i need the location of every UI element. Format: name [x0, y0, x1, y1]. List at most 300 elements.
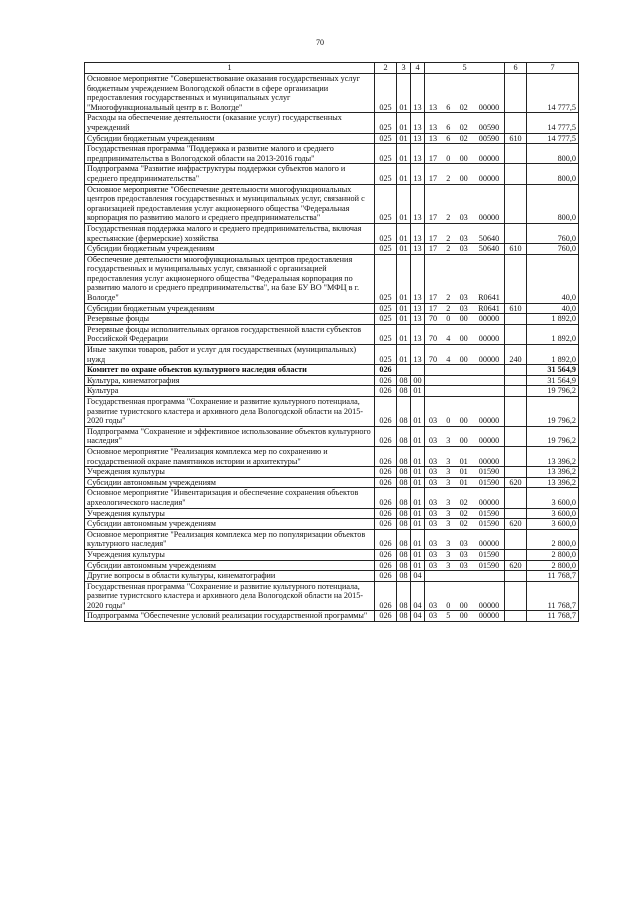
row-csr-part: 03	[459, 233, 468, 243]
row-csr-part: 03	[428, 508, 438, 518]
row-csr-part: 0	[446, 416, 451, 426]
row-csr-part: 3	[446, 508, 451, 518]
table-row	[85, 314, 579, 325]
header-row	[85, 63, 579, 74]
row-rz: 08	[397, 426, 411, 446]
row-name: Подпрограмма "Обеспечение условий реализации государственной программы"	[85, 611, 375, 622]
header-cell: 6	[505, 63, 527, 74]
row-csr-part: 17	[428, 153, 438, 163]
row-name: Государственная программа "Поддержка и развитие малого и среднего предпринимательства в Вологодской области на 2013-2016 годы"	[85, 144, 375, 164]
row-csr-part: 17	[428, 213, 438, 223]
row-gr: 026	[375, 426, 397, 446]
row-name: Субсидии автономным учреждениям	[85, 477, 375, 488]
row-csr-part: 03	[459, 539, 468, 549]
row-sum: 760,0	[527, 244, 579, 255]
row-sum: 40,0	[527, 254, 579, 303]
row-name: Основное мероприятие "Реализация комплекса мер по сохранению и государственной охране памятников истории и архитектуры"	[85, 446, 375, 466]
budget-table-body	[85, 74, 579, 622]
row-csr-part: 01	[459, 456, 468, 466]
row-csr-part: 00	[459, 436, 468, 446]
row-csr-part: 03	[459, 293, 468, 303]
row-sum: 760,0	[527, 223, 579, 243]
row-rz: 08	[397, 611, 411, 622]
row-gr: 026	[375, 519, 397, 530]
row-vr	[505, 223, 527, 243]
row-sum: 40,0	[527, 303, 579, 314]
row-gr: 025	[375, 184, 397, 223]
row-name: Субсидии бюджетным учреждениям	[85, 303, 375, 314]
table-row	[85, 184, 579, 223]
row-csr-part: 3	[446, 549, 451, 559]
row-sum: 800,0	[527, 144, 579, 164]
row-pr: 13	[411, 314, 425, 325]
row-sum: 2 800,0	[527, 529, 579, 549]
row-csr-part: 4	[446, 354, 451, 364]
row-csr	[425, 184, 505, 223]
row-name: Учреждения культуры	[85, 508, 375, 519]
row-rz	[397, 365, 411, 376]
row-pr: 01	[411, 477, 425, 488]
row-vr: 610	[505, 244, 527, 255]
row-sum: 800,0	[527, 164, 579, 184]
row-pr: 01	[411, 529, 425, 549]
row-pr: 01	[411, 549, 425, 560]
row-pr	[411, 365, 425, 376]
row-csr-part: 3	[446, 539, 451, 549]
row-csr	[425, 133, 505, 144]
row-gr: 026	[375, 488, 397, 508]
row-vr: 620	[505, 560, 527, 571]
row-csr-part: R0641	[478, 303, 500, 313]
row-csr-part: 00	[459, 354, 468, 364]
row-csr	[425, 488, 505, 508]
row-csr	[425, 223, 505, 243]
table-row	[85, 426, 579, 446]
row-csr-part: 02	[459, 102, 468, 112]
row-name: Основное мероприятие "Совершенствование оказания государственных услуг бюджетным учреждением Вологодской области в сфере организации предоставления государственных и муниципальных услуг "Многофункциональный центр в г. Вологде"	[85, 74, 375, 113]
row-csr	[425, 571, 505, 582]
row-name: Субсидии автономным учреждениям	[85, 560, 375, 571]
row-csr-part: 03	[428, 477, 438, 487]
table-row	[85, 133, 579, 144]
row-vr	[505, 324, 527, 344]
row-pr: 01	[411, 446, 425, 466]
row-sum: 31 564,9	[527, 365, 579, 376]
row-pr: 01	[411, 467, 425, 478]
row-rz: 01	[397, 184, 411, 223]
row-csr-part: 3	[446, 560, 451, 570]
row-csr-part: 17	[428, 303, 438, 313]
row-gr: 026	[375, 467, 397, 478]
row-csr-part: 2	[446, 293, 451, 303]
table-row	[85, 324, 579, 344]
row-csr-part: 01590	[478, 467, 500, 477]
row-csr-part: 3	[446, 497, 451, 507]
row-rz: 08	[397, 549, 411, 560]
row-csr-part: 2	[446, 173, 451, 183]
row-pr: 01	[411, 426, 425, 446]
header-cell: 3	[397, 63, 411, 74]
row-csr	[425, 426, 505, 446]
row-csr-part: 17	[428, 233, 438, 243]
row-csr-part: 01590	[478, 508, 500, 518]
header-cell: 4	[411, 63, 425, 74]
header-cell: 5	[425, 63, 505, 74]
row-csr	[425, 303, 505, 314]
row-sum: 11 768,7	[527, 611, 579, 622]
row-csr-part: 00	[459, 314, 468, 324]
row-csr-part: 00	[459, 153, 468, 163]
row-pr: 01	[411, 386, 425, 397]
row-csr-part: 13	[428, 133, 438, 143]
table-row	[85, 488, 579, 508]
row-vr	[505, 529, 527, 549]
row-vr	[505, 611, 527, 622]
row-name: Учреждения культуры	[85, 549, 375, 560]
row-csr-part: 00000	[478, 600, 500, 610]
row-pr: 13	[411, 113, 425, 133]
row-csr-part: 01590	[478, 477, 500, 487]
row-vr	[505, 571, 527, 582]
row-rz: 08	[397, 488, 411, 508]
row-vr: 620	[505, 477, 527, 488]
row-csr-part: 03	[428, 456, 438, 466]
row-csr	[425, 386, 505, 397]
row-name: Культура, кинематография	[85, 375, 375, 386]
row-rz: 08	[397, 581, 411, 611]
row-csr-part: 03	[428, 519, 438, 529]
row-csr-part: 70	[428, 354, 438, 364]
row-csr	[425, 244, 505, 255]
row-sum: 13 396,2	[527, 446, 579, 466]
row-pr: 01	[411, 397, 425, 427]
row-sum: 1 892,0	[527, 324, 579, 344]
row-csr-part: 17	[428, 293, 438, 303]
row-sum: 1 892,0	[527, 345, 579, 365]
row-name: Резервные фонды исполнительных органов государственной власти субъектов Российской Федерации	[85, 324, 375, 344]
row-name: Другие вопросы в области культуры, кинематографии	[85, 571, 375, 582]
row-csr-part: 00000	[478, 314, 500, 324]
row-rz: 01	[397, 314, 411, 325]
table-row	[85, 144, 579, 164]
row-csr-part: 03	[428, 600, 438, 610]
row-rz: 08	[397, 508, 411, 519]
row-sum: 2 800,0	[527, 560, 579, 571]
row-vr	[505, 164, 527, 184]
row-csr-part: 00000	[478, 102, 500, 112]
row-vr	[505, 508, 527, 519]
row-csr-part: 00590	[478, 122, 500, 132]
row-sum: 2 800,0	[527, 549, 579, 560]
row-csr-part: 00	[459, 173, 468, 183]
table-row	[85, 519, 579, 530]
row-csr-part: 03	[428, 549, 438, 559]
row-sum: 800,0	[527, 184, 579, 223]
row-rz: 08	[397, 529, 411, 549]
table-row	[85, 386, 579, 397]
row-csr	[425, 508, 505, 519]
row-csr-part: 03	[428, 416, 438, 426]
row-vr	[505, 74, 527, 113]
row-rz: 01	[397, 345, 411, 365]
row-gr: 026	[375, 365, 397, 376]
page-number: 70	[316, 38, 324, 47]
table-row	[85, 164, 579, 184]
table-row	[85, 397, 579, 427]
row-gr: 025	[375, 164, 397, 184]
row-csr-part: 02	[459, 122, 468, 132]
row-vr	[505, 375, 527, 386]
row-pr: 13	[411, 345, 425, 365]
table-row	[85, 223, 579, 243]
row-csr-part: 6	[446, 102, 451, 112]
row-gr: 026	[375, 386, 397, 397]
row-vr	[505, 397, 527, 427]
table-row	[85, 477, 579, 488]
row-gr: 025	[375, 345, 397, 365]
row-pr: 13	[411, 184, 425, 223]
row-sum: 3 600,0	[527, 508, 579, 519]
table-row	[85, 254, 579, 303]
table-row	[85, 581, 579, 611]
row-pr: 04	[411, 581, 425, 611]
row-vr: 620	[505, 519, 527, 530]
row-name: Резервные фонды	[85, 314, 375, 325]
row-pr: 13	[411, 303, 425, 314]
row-csr-part: 00	[459, 600, 468, 610]
row-csr-part: 2	[446, 233, 451, 243]
row-csr-part: 17	[428, 173, 438, 183]
row-csr-part: 3	[446, 477, 451, 487]
table-row	[85, 529, 579, 549]
row-csr	[425, 113, 505, 133]
row-vr	[505, 113, 527, 133]
row-csr	[425, 164, 505, 184]
row-csr-part: 6	[446, 122, 451, 132]
row-name: Подпрограмма "Развитие инфраструктуры поддержки субъектов малого и среднего предпринимательства"	[85, 164, 375, 184]
row-csr-part: 00000	[478, 173, 500, 183]
row-rz: 08	[397, 375, 411, 386]
row-rz: 01	[397, 74, 411, 113]
row-rz: 01	[397, 324, 411, 344]
row-vr	[505, 581, 527, 611]
row-rz: 08	[397, 446, 411, 466]
row-csr-part: 00000	[478, 611, 500, 621]
row-csr-part: 03	[459, 303, 468, 313]
row-csr-part: 3	[446, 467, 451, 477]
row-csr-part: 70	[428, 334, 438, 344]
row-csr	[425, 467, 505, 478]
table-row	[85, 113, 579, 133]
row-name: Государственная поддержка малого и среднего предпринимательства, включая крестьянские (фермерские) хозяйства	[85, 223, 375, 243]
row-sum: 1 892,0	[527, 314, 579, 325]
row-name: Государственная программа "Сохранение и развитие культурного потенциала, развитие туристского кластера и архивного дела Вологодской области на 2015-2020 годы"	[85, 581, 375, 611]
row-csr-part: 03	[459, 549, 468, 559]
row-csr-part: 00000	[478, 213, 500, 223]
row-csr	[425, 365, 505, 376]
row-vr	[505, 549, 527, 560]
table-row	[85, 571, 579, 582]
row-rz: 01	[397, 144, 411, 164]
row-csr	[425, 560, 505, 571]
budget-table	[84, 62, 579, 622]
table-row	[85, 549, 579, 560]
row-csr-part: 02	[459, 133, 468, 143]
row-name: Подпрограмма "Сохранение и эффективное использование объектов культурного наследия"	[85, 426, 375, 446]
row-csr-part: 0	[446, 314, 451, 324]
row-name: Учреждения культуры	[85, 467, 375, 478]
row-pr: 00	[411, 375, 425, 386]
row-rz: 01	[397, 244, 411, 255]
row-csr-part: 50640	[478, 244, 500, 254]
row-rz: 08	[397, 467, 411, 478]
row-csr	[425, 529, 505, 549]
table-row	[85, 560, 579, 571]
row-name: Субсидии бюджетным учреждениям	[85, 133, 375, 144]
row-gr: 026	[375, 375, 397, 386]
row-sum: 14 777,5	[527, 133, 579, 144]
row-vr	[505, 314, 527, 325]
table-row	[85, 244, 579, 255]
row-gr: 026	[375, 611, 397, 622]
row-csr	[425, 446, 505, 466]
table-row	[85, 365, 579, 376]
row-vr	[505, 184, 527, 223]
row-name: Культура	[85, 386, 375, 397]
row-csr-part: 01	[459, 467, 468, 477]
row-csr-part: 03	[459, 213, 468, 223]
row-csr	[425, 549, 505, 560]
row-csr-part: 00000	[478, 334, 500, 344]
row-pr: 01	[411, 488, 425, 508]
row-rz: 01	[397, 133, 411, 144]
row-pr: 13	[411, 74, 425, 113]
row-vr	[505, 365, 527, 376]
row-csr-part: 00000	[478, 354, 500, 364]
row-csr-part: 00	[459, 416, 468, 426]
row-csr-part: 6	[446, 133, 451, 143]
row-rz: 08	[397, 571, 411, 582]
row-pr: 13	[411, 144, 425, 164]
table-row	[85, 611, 579, 622]
row-pr: 01	[411, 508, 425, 519]
row-csr-part: 03	[428, 497, 438, 507]
row-sum: 19 796,2	[527, 397, 579, 427]
table-row	[85, 375, 579, 386]
table-row	[85, 74, 579, 113]
row-gr: 025	[375, 254, 397, 303]
row-gr: 026	[375, 581, 397, 611]
row-sum: 3 600,0	[527, 519, 579, 530]
row-gr: 025	[375, 133, 397, 144]
row-pr: 01	[411, 560, 425, 571]
header-cell: 1	[85, 63, 375, 74]
row-csr-part: 0	[446, 153, 451, 163]
row-csr	[425, 375, 505, 386]
row-rz: 01	[397, 254, 411, 303]
row-gr: 026	[375, 549, 397, 560]
row-vr: 610	[505, 133, 527, 144]
row-vr	[505, 144, 527, 164]
row-name: Основное мероприятие "Инвентаризация и обеспечение сохранения объектов археологического наследия"	[85, 488, 375, 508]
row-name: Основное мероприятие "Реализация комплекса мер по популяризации объектов культурного наследия"	[85, 529, 375, 549]
row-sum: 31 564,9	[527, 375, 579, 386]
row-csr-part: 03	[428, 539, 438, 549]
table-row	[85, 508, 579, 519]
row-csr-part: 03	[428, 467, 438, 477]
row-csr-part: 2	[446, 303, 451, 313]
row-csr-part: 5	[446, 611, 451, 621]
row-csr	[425, 345, 505, 365]
row-csr-part: 01	[459, 477, 468, 487]
row-csr	[425, 581, 505, 611]
row-csr-part: 0	[446, 600, 451, 610]
row-sum: 19 796,2	[527, 386, 579, 397]
row-csr-part: 00590	[478, 133, 500, 143]
row-rz: 01	[397, 113, 411, 133]
table-row	[85, 446, 579, 466]
row-gr: 026	[375, 446, 397, 466]
row-sum: 11 768,7	[527, 581, 579, 611]
row-gr: 026	[375, 508, 397, 519]
row-vr	[505, 488, 527, 508]
row-name: Расходы на обеспечение деятельности (оказание услуг) государственных учреждений	[85, 113, 375, 133]
header-cell: 2	[375, 63, 397, 74]
row-csr-part: 03	[428, 436, 438, 446]
row-name: Обеспечение деятельности многофункциональных центров предоставления государственных и муниципальных услуг, связанной с организацией предоставления услуг акционерного общества "Федеральная корпорация по развитию малого и среднего предпринимательства", на базе БУ ВО "МФЦ в г. Вологде"	[85, 254, 375, 303]
row-csr-part: 02	[459, 497, 468, 507]
row-name: Субсидии автономным учреждениям	[85, 519, 375, 530]
row-name: Основное мероприятие "Обеспечение деятельности многофункциональных центров предоставления государственных и муниципальных услуг, связанной с организацией предоставления услуг акционерного общества "Федеральная корпорация по развитию малого и среднего предпринимательства"	[85, 184, 375, 223]
row-name: Иные закупки товаров, работ и услуг для государственных (муниципальных) нужд	[85, 345, 375, 365]
row-csr-part: 00000	[478, 539, 500, 549]
row-csr	[425, 314, 505, 325]
row-name: Комитет по охране объектов культурного наследия области	[85, 365, 375, 376]
row-pr: 04	[411, 611, 425, 622]
table-row	[85, 303, 579, 314]
row-csr-part: 2	[446, 213, 451, 223]
row-csr-part: 03	[459, 244, 468, 254]
row-csr	[425, 144, 505, 164]
row-csr-part: 17	[428, 244, 438, 254]
row-name: Субсидии бюджетным учреждениям	[85, 244, 375, 255]
row-csr-part: 13	[428, 102, 438, 112]
row-gr: 025	[375, 74, 397, 113]
row-csr-part: 00000	[478, 153, 500, 163]
row-sum: 11 768,7	[527, 571, 579, 582]
row-rz: 08	[397, 386, 411, 397]
row-pr: 13	[411, 133, 425, 144]
row-rz: 08	[397, 397, 411, 427]
row-csr	[425, 397, 505, 427]
row-pr: 13	[411, 223, 425, 243]
row-pr: 13	[411, 164, 425, 184]
row-sum: 3 600,0	[527, 488, 579, 508]
row-sum: 19 796,2	[527, 426, 579, 446]
row-vr	[505, 467, 527, 478]
row-gr: 025	[375, 113, 397, 133]
row-gr: 026	[375, 477, 397, 488]
table-row	[85, 345, 579, 365]
row-csr-part: 3	[446, 436, 451, 446]
row-sum: 14 777,5	[527, 113, 579, 133]
row-csr	[425, 519, 505, 530]
row-csr	[425, 611, 505, 622]
row-csr-part: 3	[446, 519, 451, 529]
row-csr-part: 03	[428, 611, 438, 621]
row-csr-part: 00000	[478, 456, 500, 466]
row-csr-part: 13	[428, 122, 438, 132]
